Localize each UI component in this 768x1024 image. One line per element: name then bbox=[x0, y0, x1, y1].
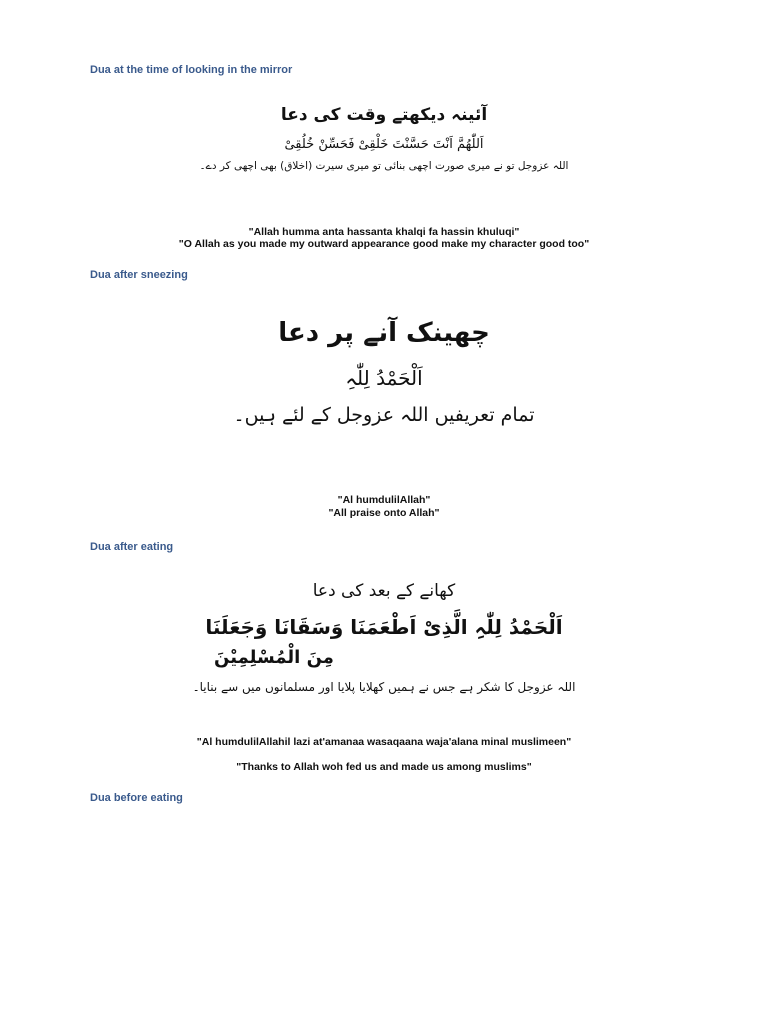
mirror-dua-image-urdu: اللہ عزوجل تو نے میری صورت اچھی بنائی تو میری سیرت (اخلاق) بھی اچھی کر دے۔ bbox=[199, 160, 569, 172]
mirror-dua-image-title: آئینہ دیکھتے وقت کی دعا bbox=[280, 105, 488, 125]
after-eating-dua-image-arabic-2: مِنَ الْمُسْلِمِیْنَ bbox=[214, 647, 334, 668]
sneezing-dua-image-title: چھینک آنے پر دعا bbox=[278, 318, 490, 348]
sneezing-translation: "All praise onto Allah" bbox=[328, 507, 440, 519]
section-heading-before-eating: Dua before eating bbox=[90, 792, 183, 804]
mirror-translation: "O Allah as you made my outward appearance good make my character good too" bbox=[178, 238, 590, 250]
after-eating-dua-image bbox=[0, 580, 768, 694]
after-eating-dua-image-title: کھانے کے بعد کی دعا bbox=[312, 581, 456, 601]
after-eating-dua-image-arabic: اَلْحَمْدُ لِلّٰہِ الَّذِیْ اَطْعَمَنَا وَسَقَانَا وَجَعَلَنَا bbox=[205, 615, 563, 639]
after-eating-translation: "Thanks to Allah woh fed us and made us among muslims" bbox=[236, 761, 532, 773]
section-heading-mirror: Dua at the time of looking in the mirror bbox=[90, 64, 293, 76]
sneezing-dua-image-arabic: اَلْحَمْدُ لِلّٰہِ bbox=[345, 366, 423, 390]
sneezing-transliteration: "Al humdulilAllah" bbox=[337, 494, 431, 506]
after-eating-dua-image-urdu: اللہ عزوجل کا شکر ہے جس نے ہمیں کھلایا پلایا اور مسلمانوں میں سے بنایا۔ bbox=[192, 680, 576, 694]
after-eating-transliteration: "Al humdulilAllahil lazi at'amanaa wasaqaana waja'alana minal muslimeen" bbox=[196, 736, 572, 748]
sneezing-dua-image bbox=[0, 318, 768, 426]
mirror-dua-image bbox=[0, 104, 768, 172]
sneezing-dua-image-urdu: تمام تعریفیں اللہ عزوجل کے لئے ہیں۔ bbox=[233, 404, 535, 426]
mirror-transliteration: "Allah humma anta hassanta khalqi fa hassin khuluqi" bbox=[248, 226, 520, 238]
mirror-dua-image-arabic: اَللّٰھُمَّ اَنْتَ حَسَّنْتَ خَلْقِیْ فَحَسِّنْ خُلُقِیْ bbox=[284, 137, 484, 152]
section-heading-sneezing: Dua after sneezing bbox=[90, 269, 188, 281]
section-heading-after-eating: Dua after eating bbox=[90, 541, 174, 553]
